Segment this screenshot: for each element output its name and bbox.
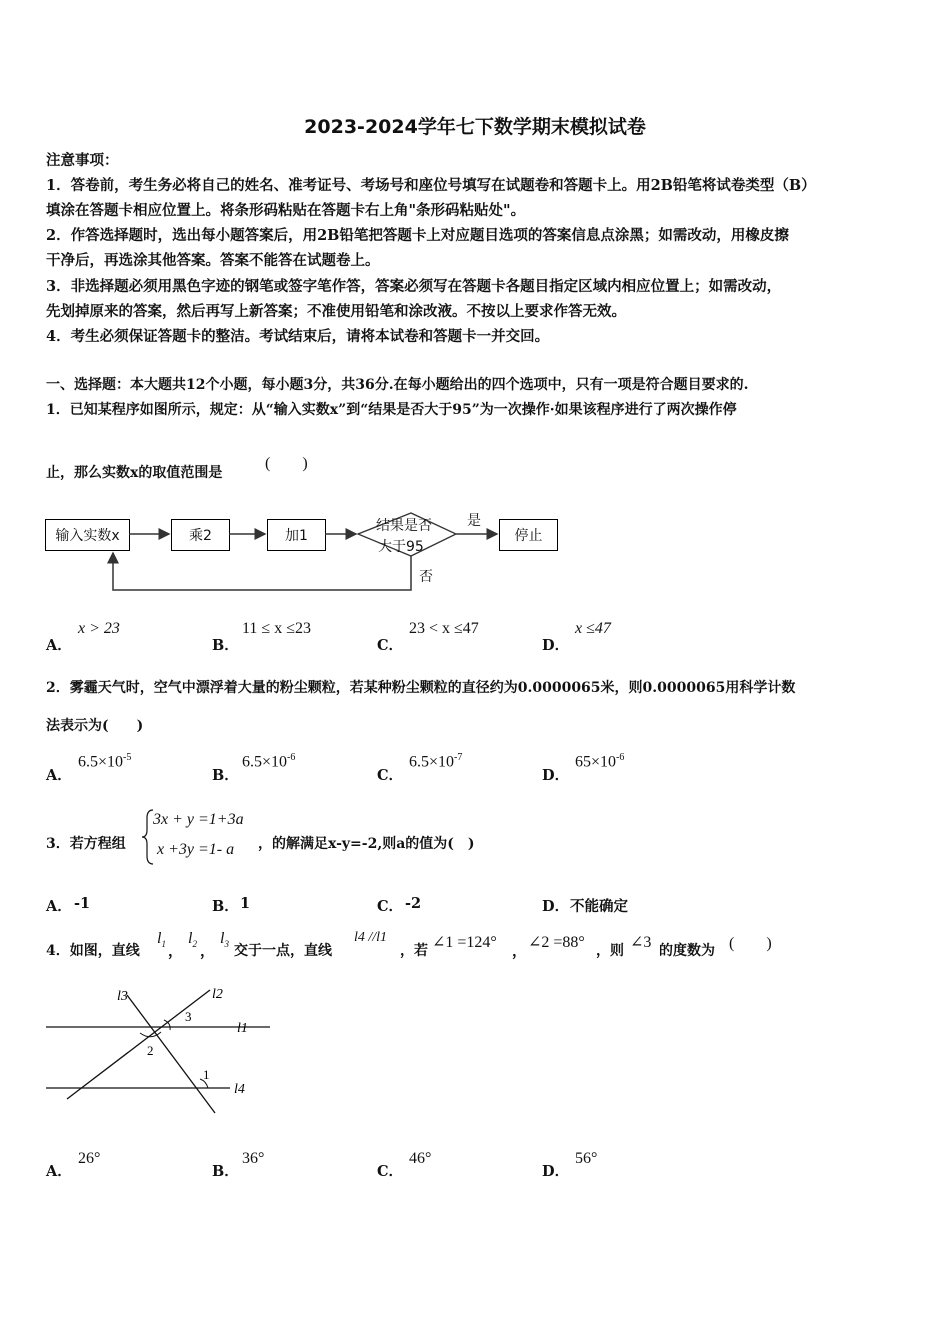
q4-option-b[interactable]: 36° [242, 1150, 265, 1167]
flow-decision-label-2: 大于95 [378, 539, 424, 555]
q4-angle-2: ∠2 =88° [528, 934, 585, 951]
q4-l1-sub: 1 [161, 939, 166, 950]
q4-text-4: ，则 [596, 943, 624, 959]
q2-option-b-label: B． [212, 767, 239, 784]
q1-option-b-label: B． [212, 637, 239, 654]
notice-line: 1．答卷前，考生务必将自己的姓名、准考证号、考场号和座位号填写在试题卷和答题卡上。用2B铅笔将试卷类型（B） [46, 177, 816, 194]
q4-line-l1 [157, 930, 166, 949]
flow-decision-label: 结果是否 [376, 518, 432, 534]
q2-option-c-label: C． [377, 767, 404, 784]
page-title: 2023-2024学年七下数学期末模拟试卷 [304, 116, 646, 138]
q1-text-2: 止，那么实数x的取值范围是 [46, 465, 223, 481]
q4-text-5: 的度数为 [659, 943, 715, 959]
notice-heading: 注意事项： [46, 152, 119, 169]
flowchart-lines [0, 0, 600, 600]
q1-text: 1．已知某程序如图所示，规定：从“输入实数x”到“结果是否大于95”为一次操作·如果该程序进行了两次操作停 [46, 402, 737, 418]
q3-equation-1: 3x + y =1+3a [153, 811, 244, 828]
q3-suffix: ，的解满足x-y=-2,则a的值为( ) [258, 836, 475, 852]
flow-loop-arrow [113, 553, 411, 590]
q2-option-c-exp: -7 [454, 752, 463, 763]
q4-angle-1: ∠1 =124° [432, 934, 497, 951]
q3-option-d-label: D． [542, 898, 570, 915]
notice-line: 3．非选择题必须用黑色字迹的钢笔或签字笔作答，答案必须写在答题卡各题目指定区域内相应位置上；如需改动， [46, 278, 782, 295]
q2-option-a-base: 6.5×10 [78, 753, 124, 771]
q4-comma: ， [168, 943, 183, 960]
label-l3: l3 [117, 989, 128, 1004]
label-angle-3: 3 [185, 1009, 192, 1024]
q3-option-b-label: B． [212, 898, 239, 915]
q4-option-a-label: A． [46, 1163, 72, 1180]
q4-parallel: l4 //l1 [354, 930, 388, 945]
q4-comma-3: ， [512, 943, 527, 960]
q4-text-2: 交于一点，直线 [234, 943, 332, 959]
q4-option-d-label: D． [542, 1163, 570, 1180]
flow-yes-label: 是 [467, 513, 481, 529]
q1-answer-paren: ( ) [265, 455, 308, 472]
notice-line: 先划掉原来的答案，然后再写上新答案；不准使用铅笔和涂改液。不按以上要求作答无效。 [46, 303, 626, 320]
q4-text-3: ，若 [400, 943, 428, 959]
label-l4: l4 [234, 1082, 245, 1097]
flow-multiply-box: 乘2 [171, 519, 230, 551]
flow-no-label: 否 [419, 569, 433, 585]
q4-line-l3 [220, 930, 229, 949]
q4-comma-2: ， [200, 943, 215, 960]
section-heading: 一、选择题：本大题共12个小题，每小题3分，共36分.在每小题给出的四个选项中，只有一项是符合题目要求的. [46, 377, 749, 393]
q2-text: 2．雾霾天气时，空气中漂浮着大量的粉尘颗粒，若某种粉尘颗粒的直径约为0.0000065米，则0.0000065用科学计数 [46, 680, 796, 696]
q1-option-a-label: A． [46, 637, 72, 654]
q1-option-b[interactable]: 11 ≤ x ≤23 [242, 620, 311, 637]
label-angle-2: 2 [147, 1043, 154, 1058]
q1-option-c[interactable]: 23 < x ≤47 [409, 620, 479, 637]
flow-add-box: 加1 [267, 519, 326, 551]
q4-answer-paren: ( ) [729, 935, 772, 952]
q4-option-b-label: B． [212, 1163, 239, 1180]
q4-l2-sub: 2 [192, 939, 197, 950]
q4-l2-letter: l [188, 930, 193, 947]
q2-option-d-base: 65×10 [575, 753, 617, 771]
q2-option-b[interactable] [242, 752, 295, 771]
q4-geometry-figure [40, 975, 270, 1120]
q3-option-b[interactable]: 1 [240, 895, 251, 912]
q4-l3-sub: 3 [224, 939, 229, 950]
q4-l3-letter: l [220, 930, 225, 947]
q3-option-a[interactable]: -1 [74, 895, 91, 912]
q2-option-d-label: D． [542, 767, 570, 784]
q3-option-c-label: C． [377, 898, 404, 915]
q4-option-c[interactable]: 46° [409, 1150, 432, 1167]
q3-option-d[interactable]: 不能确定 [570, 898, 628, 915]
q2-option-a-label: A． [46, 767, 72, 784]
notice-line: 填涂在答题卡相应位置上。将条形码粘贴在答题卡右上角"条形码粘贴处"。 [46, 202, 526, 219]
flow-stop-box: 停止 [499, 519, 558, 551]
q2-option-c-base: 6.5×10 [409, 753, 455, 771]
q4-line-l2 [188, 930, 197, 949]
q2-option-b-exp: -6 [287, 752, 296, 763]
line-l3 [127, 995, 215, 1113]
q2-option-c[interactable] [409, 752, 462, 771]
label-l1: l1 [237, 1021, 248, 1036]
q3-equation-2: x +3y =1- a [157, 841, 235, 858]
q4-option-d[interactable]: 56° [575, 1150, 598, 1167]
q1-option-d[interactable]: x ≤47 [575, 620, 611, 637]
notice-line: 4．考生必须保证答题卡的整洁。考试结束后，请将本试卷和答题卡一并交回。 [46, 328, 550, 345]
q2-option-a-exp: -5 [123, 752, 132, 763]
q4-option-c-label: C． [377, 1163, 404, 1180]
flow-input-box: 输入实数x [45, 519, 130, 551]
q2-text-2: 法表示为( ) [46, 718, 144, 734]
label-angle-1: 1 [203, 1067, 210, 1082]
q3-option-a-label: A． [46, 898, 72, 915]
label-l2: l2 [212, 987, 223, 1002]
q1-option-d-label: D． [542, 637, 570, 654]
notice-line: 2．作答选择题时，选出每小题答案后，用2B铅笔把答题卡上对应题目选项的答案信息点涂黑；如需改动，用橡皮擦 [46, 227, 789, 244]
q2-option-b-base: 6.5×10 [242, 753, 288, 771]
q3-option-c[interactable]: -2 [405, 895, 422, 912]
q4-l1-letter: l [157, 930, 162, 947]
q2-option-d-exp: -6 [616, 752, 625, 763]
q2-option-a[interactable] [78, 752, 131, 771]
line-l2 [67, 990, 210, 1099]
q1-option-c-label: C． [377, 637, 404, 654]
q2-option-d[interactable] [575, 752, 624, 771]
q4-text: 4．如图，直线 [46, 943, 140, 959]
q4-angle-3: ∠3 [630, 934, 652, 951]
notice-line: 干净后，再选涂其他答案。答案不能答在试题卷上。 [46, 252, 380, 269]
q3-prefix: 3．若方程组 [46, 836, 126, 852]
q4-option-a[interactable]: 26° [78, 1150, 101, 1167]
q1-option-a[interactable]: x > 23 [78, 620, 120, 637]
